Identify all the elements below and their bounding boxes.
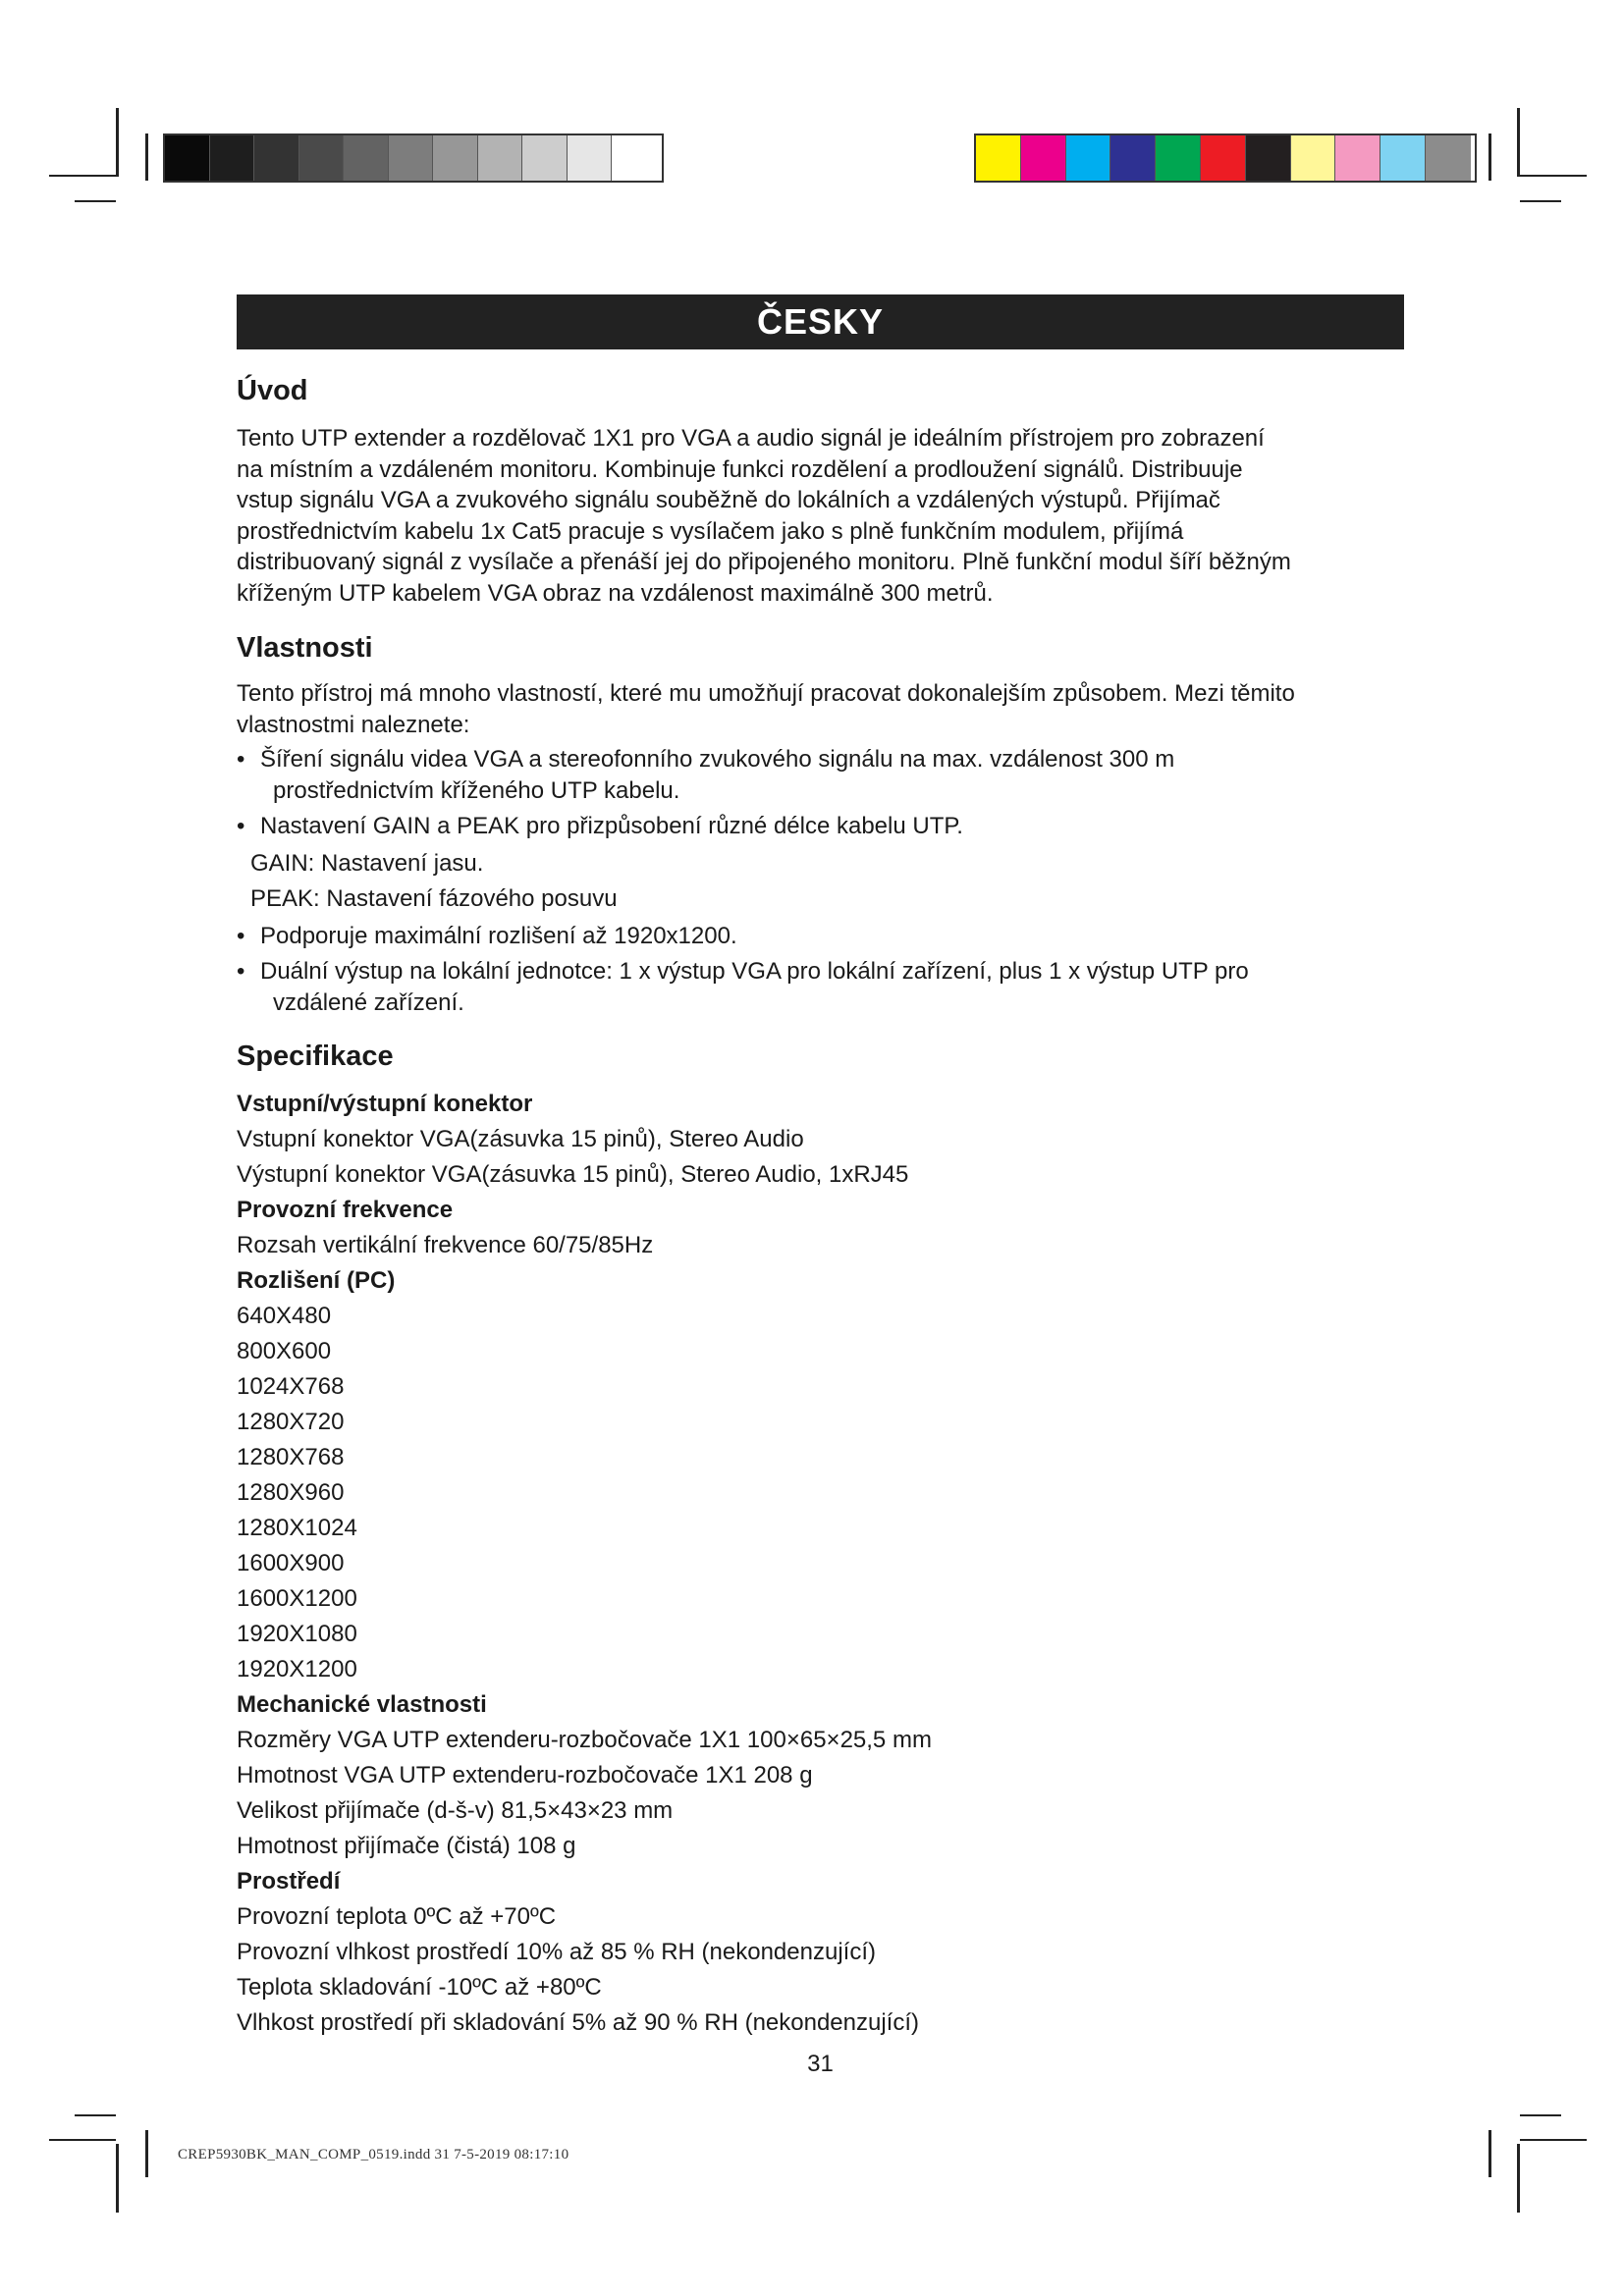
spec-line: Výstupní konektor VGA(zásuvka 15 pinů), Stereo Audio, 1xRJ45	[237, 1161, 909, 1188]
spec-line: Vlhkost prostředí při skladování 5% až 90 % RH (nekondenzující)	[237, 2009, 920, 2036]
resolution-item: 1280X768	[237, 1444, 345, 1470]
resolution-item: 1920X1200	[237, 1656, 357, 1682]
specs-heading: Specifikace	[237, 1041, 394, 1072]
gray-swatch	[165, 135, 210, 181]
crop-mark	[1520, 2139, 1587, 2141]
gray-swatch	[568, 135, 613, 181]
color-swatch	[976, 135, 1021, 181]
feature-item	[237, 921, 1404, 952]
gray-swatch	[210, 135, 255, 181]
crop-mark	[116, 2144, 119, 2213]
crop-mark	[49, 2139, 116, 2141]
features-heading: Vlastnosti	[237, 632, 373, 664]
bullet-icon: •	[237, 923, 245, 949]
language-title-bar: ČESKY	[237, 294, 1404, 349]
spec-group-title: Prostředí	[237, 1868, 341, 1895]
feature-text-continued: vzdálené zařízení.	[273, 989, 464, 1016]
intro-line: na místním a vzdáleném monitoru. Kombinuje funkci rozdělení a prodloužení signálů. Distribuuje	[237, 455, 1243, 483]
print-imprint: CREP5930BK_MAN_COMP_0519.indd 31 7-5-2019 08:17:10	[178, 2147, 569, 2163]
bullet-icon: •	[237, 958, 245, 985]
gray-swatch	[389, 135, 434, 181]
resolution-item: 1280X1024	[237, 1515, 357, 1541]
crop-mark	[75, 2114, 116, 2116]
crop-mark	[1520, 2114, 1561, 2116]
specs-section	[237, 1041, 1404, 2041]
color-swatch	[1291, 135, 1336, 181]
crop-mark	[1489, 133, 1491, 181]
spec-line: Rozsah vertikální frekvence 60/75/85Hz	[237, 1232, 654, 1258]
features-intro-line: vlastnostmi naleznete:	[237, 711, 470, 738]
bullet-icon: •	[237, 746, 245, 773]
color-swatch	[1335, 135, 1380, 181]
spec-group-title: Provozní frekvence	[237, 1197, 454, 1223]
gray-swatch	[612, 135, 657, 181]
peak-note: PEAK: Nastavení fázového posuvu	[250, 885, 618, 912]
feature-text: Nastavení GAIN a PEAK pro přizpůsobení různé délce kabelu UTP.	[260, 813, 963, 839]
resolution-item: 1920X1080	[237, 1621, 357, 1647]
gain-note: GAIN: Nastavení jasu.	[250, 850, 484, 877]
feature-item	[237, 744, 1404, 807]
crop-mark	[1517, 108, 1520, 177]
features-intro-line: Tento přístroj má mnoho vlastností, které mu umožňují pracovat dokonalejším způsobem. Mezi těmito	[237, 680, 1295, 707]
spec-group-title: Mechanické vlastnosti	[237, 1691, 487, 1718]
intro-line: distribuovaný signál z vysílače a přenáší jej do připojeného monitoru. Plně funkční modul šíří běžným	[237, 549, 1291, 575]
bullet-icon: •	[237, 813, 245, 839]
resolution-item: 640X480	[237, 1303, 332, 1329]
intro-line: kříženým UTP kabelem VGA obraz na vzdálenost maximálně 300 metrů.	[237, 579, 994, 607]
crop-mark	[1520, 175, 1587, 177]
intro-heading: Úvod	[237, 375, 308, 406]
gray-swatch	[254, 135, 299, 181]
feature-text: Šíření signálu videa VGA a stereofonního zvukového signálu na max. vzdálenost 300 m	[260, 746, 1175, 773]
crop-mark	[116, 108, 119, 177]
page-number: 31	[807, 2051, 834, 2077]
features-list	[237, 921, 1404, 1019]
spec-line: Provozní vlhkost prostředí 10% až 85 % RH (nekondenzující)	[237, 1939, 876, 1965]
feature-text: Podporuje maximální rozlišení až 1920x1200.	[260, 923, 737, 949]
gray-swatch	[344, 135, 389, 181]
resolution-item: 1600X1200	[237, 1585, 357, 1612]
crop-mark	[1517, 2144, 1520, 2213]
crop-mark	[1489, 2130, 1491, 2177]
resolution-item: 1600X900	[237, 1550, 345, 1576]
color-calibration-bar	[974, 133, 1477, 183]
resolution-item: 1024X768	[237, 1373, 345, 1400]
features-list	[237, 744, 1404, 842]
spec-line: Vstupní konektor VGA(zásuvka 15 pinů), Stereo Audio	[237, 1126, 804, 1152]
gray-swatch	[299, 135, 345, 181]
crop-mark	[49, 175, 116, 177]
crop-mark	[145, 133, 148, 181]
spec-group-title: Rozlišení (PC)	[237, 1267, 396, 1294]
page-content	[237, 294, 1404, 2078]
features-section	[237, 632, 1404, 1019]
intro-line: Tento UTP extender a rozdělovač 1X1 pro VGA a audio signál je ideálním přístrojem pro zobrazení	[237, 425, 1265, 452]
resolution-item: 800X600	[237, 1338, 332, 1364]
spec-group-title: Vstupní/výstupní konektor	[237, 1091, 533, 1117]
crop-mark	[145, 2130, 148, 2177]
color-swatch	[1426, 135, 1471, 181]
spec-line: Hmotnost přijímače (čistá) 108 g	[237, 1833, 576, 1859]
crop-mark	[75, 200, 116, 202]
color-swatch	[1110, 135, 1156, 181]
crop-mark	[1520, 200, 1561, 202]
spec-line: Velikost přijímače (d-š-v) 81,5×43×23 mm	[237, 1797, 674, 1824]
intro-line: prostřednictvím kabelu 1x Cat5 pracuje s vysílačem jako s plně funkčním modulem, přijímá	[237, 517, 1184, 545]
feature-item	[237, 956, 1404, 1019]
feature-text: Duální výstup na lokální jednotce: 1 x výstup VGA pro lokální zařízení, plus 1 x výstup UTP pro	[260, 958, 1249, 985]
spec-line: Rozměry VGA UTP extenderu-rozbočovače 1X1 100×65×25,5 mm	[237, 1727, 932, 1753]
spec-line: Provozní teplota 0ºC až +70ºC	[237, 1903, 557, 1930]
spec-line: Teplota skladování -10ºC až +80ºC	[237, 1974, 602, 2001]
gray-swatch	[478, 135, 523, 181]
feature-item	[237, 811, 1404, 842]
color-swatch	[1246, 135, 1291, 181]
color-swatch	[1021, 135, 1066, 181]
color-swatch	[1156, 135, 1201, 181]
gray-swatch	[522, 135, 568, 181]
resolution-item: 1280X720	[237, 1409, 345, 1435]
feature-text-continued: prostřednictvím kříženého UTP kabelu.	[273, 777, 680, 804]
color-swatch	[1380, 135, 1426, 181]
color-swatch	[1201, 135, 1246, 181]
spec-line: Hmotnost VGA UTP extenderu-rozbočovače 1X1 208 g	[237, 1762, 813, 1789]
intro-line: vstup signálu VGA a zvukového signálu souběžně do lokálních a vzdálených výstupů. Přijímač	[237, 487, 1220, 513]
intro-section	[237, 375, 1404, 609]
grayscale-calibration-bar	[163, 133, 664, 183]
gray-swatch	[433, 135, 478, 181]
resolution-item: 1280X960	[237, 1479, 345, 1506]
color-swatch	[1066, 135, 1111, 181]
